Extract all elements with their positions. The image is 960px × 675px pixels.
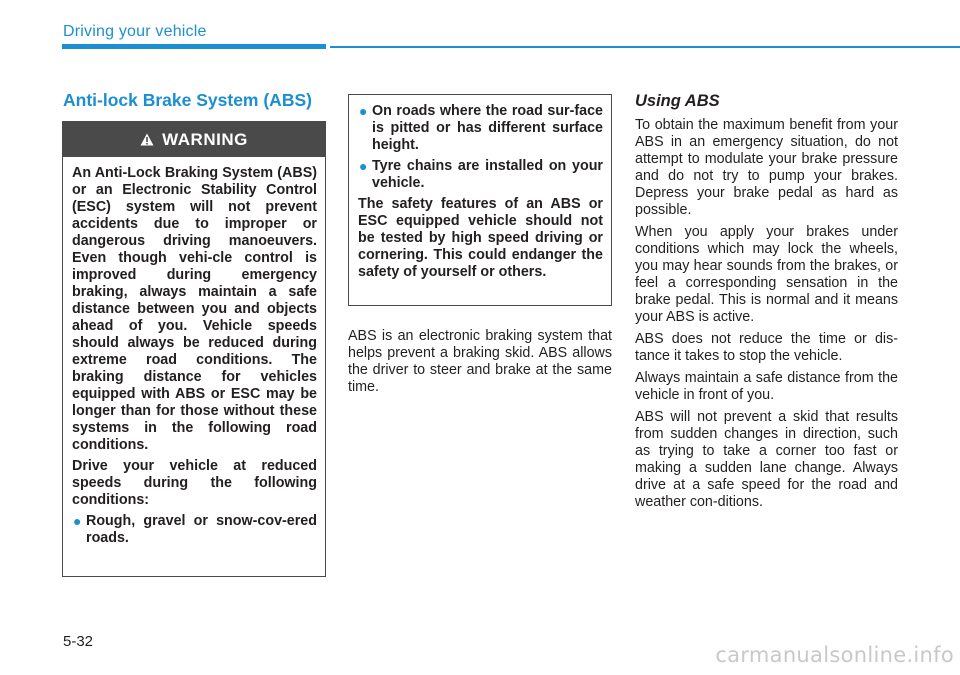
using-abs-paragraph: To obtain the maximum benefit from your ABS in an emergency situation, do not attempt to modulate your brake pressure and do not try to pump your brakes. Depress your brake pedal as hard as possible. xyxy=(635,117,898,218)
header-rule-thin xyxy=(330,46,960,48)
header-section-label: Driving your vehicle xyxy=(63,23,207,40)
warning-bullet-item xyxy=(72,513,317,547)
warning-closing-paragraph: The safety features of an ABS or ESC equipped vehicle should not be tested by high speed driving or cornering. This could endanger the safety of yourself or others. xyxy=(358,196,603,280)
warning-paragraph: Drive your vehicle at reduced speeds during the following conditions: xyxy=(72,458,317,508)
using-abs-paragraph: ABS does not reduce the time or dis-tance it takes to stop the vehicle. xyxy=(635,331,898,364)
bullet-dot-icon: ● xyxy=(359,103,368,119)
warning-title: WARNING xyxy=(162,129,248,149)
warning-header xyxy=(63,122,325,157)
bullet-dot-icon: ● xyxy=(73,513,82,529)
section-title: Anti-lock Brake System (ABS) xyxy=(63,90,312,110)
using-abs-paragraph: When you apply your brakes under conditions which may lock the wheels, you may hear sounds from the brakes, or feel a corresponding sensation in the brake pedal. This is normal and it means your ABS is active. xyxy=(635,224,898,325)
header-rule-thick xyxy=(62,44,326,49)
using-abs-paragraph: ABS will not prevent a skid that results from sudden changes in direction, such as trying to take a corner too fast or making a sudden lane change. Always drive at a safe speed for the road and weather con-ditions. xyxy=(635,409,898,510)
warning-triangle-icon xyxy=(140,133,154,146)
warning-bullet-text: Tyre chains are installed on your vehicle. xyxy=(372,158,603,191)
warning-paragraph: An Anti-Lock Braking System (ABS) or an Electronic Stability Control (ESC) system will not prevent accidents due to improper or dangerous driving manoeuvers. Even though vehi-cle control is improved during emergency braking, always maintain a safe distance between you and objects ahead of you. Vehicle speeds should always be reduced during extreme road conditions. The braking distance for vehicles equipped with ABS or ESC may be longer than for those without these systems in the following road conditions. xyxy=(72,165,317,453)
warning-box xyxy=(62,121,326,577)
watermark: carmanualsonline.info xyxy=(715,643,954,667)
warning-continuation-box xyxy=(348,94,612,306)
using-abs-section xyxy=(635,92,898,516)
page-number: 5-32 xyxy=(63,633,94,650)
warning-bullet-text: Rough, gravel or snow-cov-ered roads. xyxy=(86,513,317,546)
using-abs-paragraph: Always maintain a safe distance from the vehicle in front of you. xyxy=(635,370,898,403)
warning-bullet-item xyxy=(358,158,603,192)
warning-bullet-text: On roads where the road sur-face is pitted or has different surface height. xyxy=(372,103,603,153)
using-abs-title: Using ABS xyxy=(635,92,720,110)
abs-intro-paragraph: ABS is an electronic braking system that helps prevent a braking skid. ABS allows the driver to steer and brake at the same time. xyxy=(348,328,612,395)
warning-bullet-item xyxy=(358,103,603,154)
warning-body xyxy=(63,157,325,547)
bullet-dot-icon: ● xyxy=(359,158,368,174)
